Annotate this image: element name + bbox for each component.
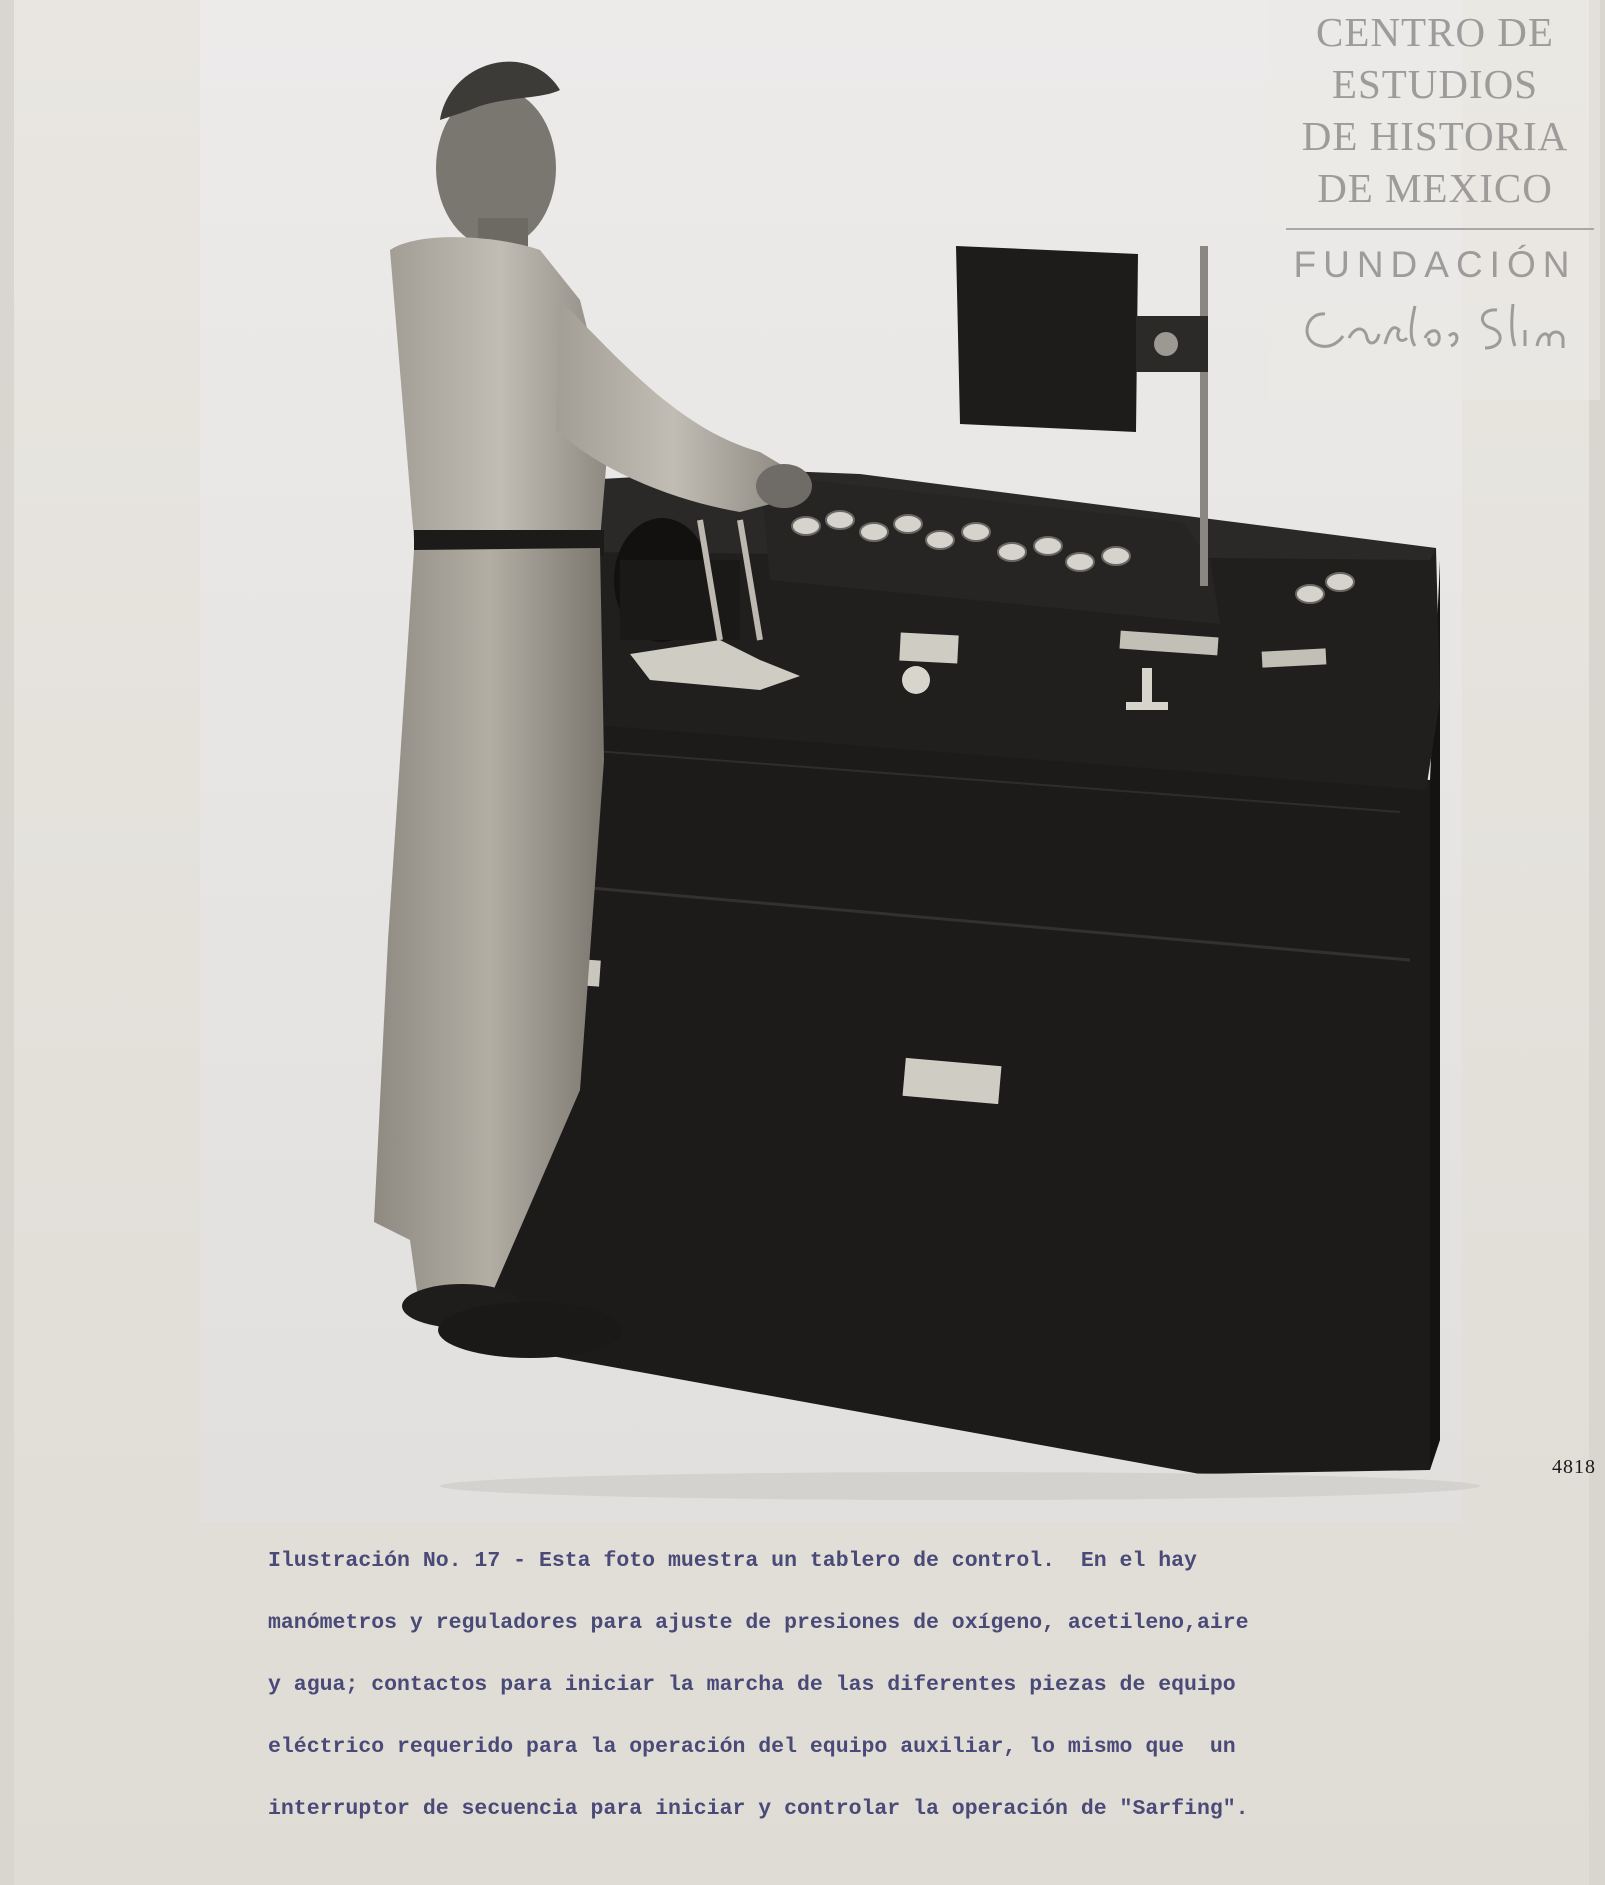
mirror-panel: [956, 246, 1138, 432]
photo-number: 4818: [1552, 1456, 1596, 1478]
nameplate-table-speed: [899, 633, 958, 664]
caption-text: [268, 1530, 1468, 1840]
watermark-line-2: ESTUDIOS: [1331, 61, 1539, 107]
watermark-line-1: CENTRO DE: [1316, 9, 1554, 55]
watermark-foundation: FUNDACIÓN: [1293, 244, 1577, 285]
watermark-line-3: DE HISTORIA: [1301, 113, 1569, 159]
caption-line-1: Ilustración No. 17 - Esta foto muestra un tablero de control. En el hay: [268, 1549, 1197, 1573]
caption-line-2: manómetros y reguladores para ajuste de presiones de oxígeno, acetileno,aire: [268, 1611, 1249, 1635]
watermark-divider: [1286, 228, 1594, 230]
caption-line-4: eléctrico requerido para la operación del equipo auxiliar, lo mismo que un: [268, 1735, 1236, 1759]
caption-line-5: interruptor de secuencia para iniciar y controlar la operación de "Sarfing".: [268, 1797, 1249, 1821]
watermark-fundacion-carlos-slim: [1270, 0, 1600, 400]
watermark-signature-logo: [1270, 294, 1600, 369]
watermark-line-4: DE MEXICO: [1317, 165, 1553, 211]
caption-line-3: y agua; contactos para iniciar la marcha de las diferentes piezas de equipo: [268, 1673, 1236, 1697]
